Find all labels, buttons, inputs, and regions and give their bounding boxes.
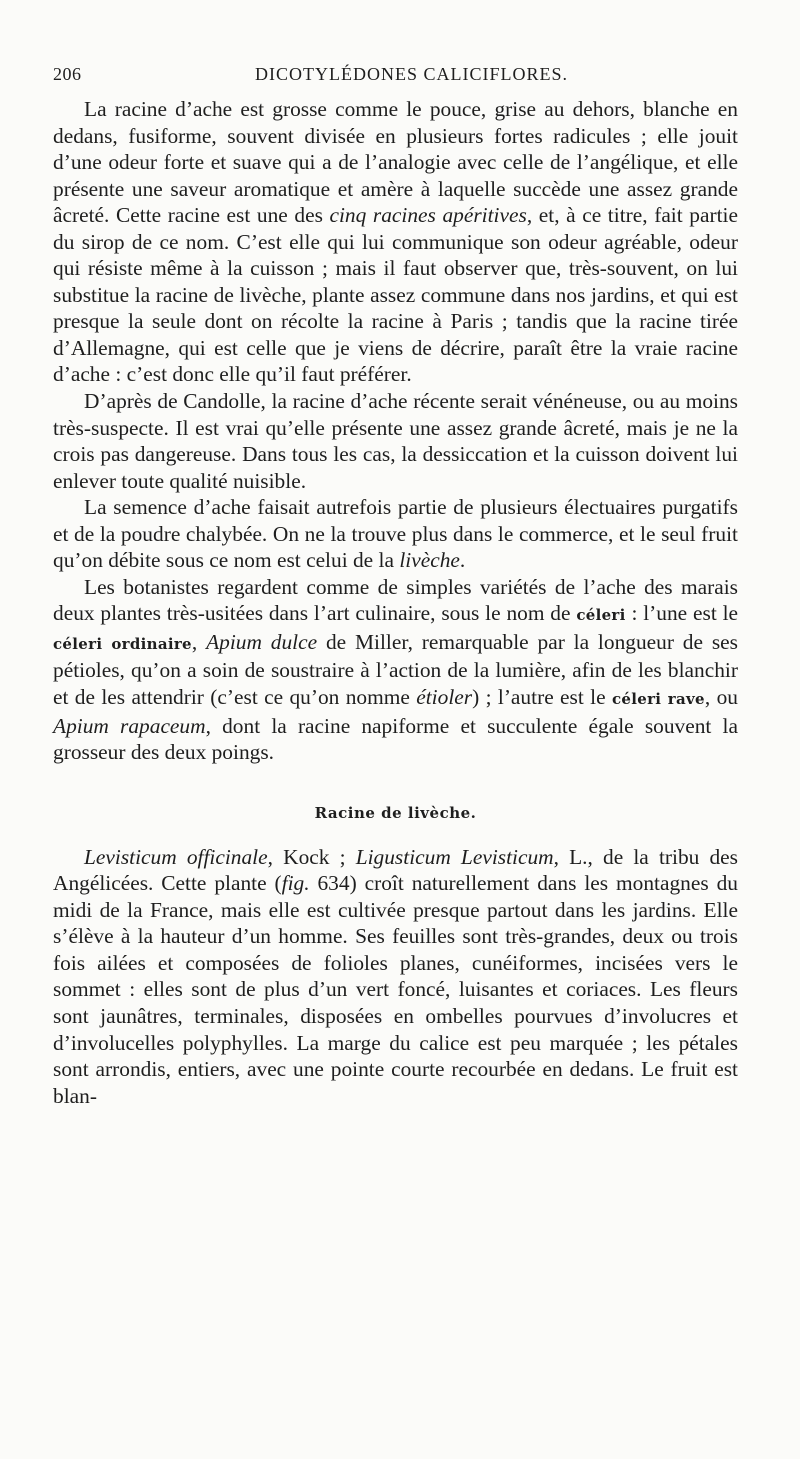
running-title: DICOTYLÉDONES CALICIFLORES. [255, 64, 568, 84]
page-number: 206 [53, 64, 82, 84]
paragraph-celeri: Les botanistes regardent comme de simples variétés de l’ache des marais deux plantes très-usitées dans l’art culinaire, sous le nom de céleri : l’une est le céleri ordinaire, Apium dulce de Miller, remarquable par la longueur de ses pétioles, qu’on a soin de soustraire à l’action de la lumière, afin de les blanchir et de les attendrir (c’est ce qu’on nomme étioler) ; l’autre est le céleri rave, ou Apium rapaceum, dont la racine napiforme et succulente égale souvent la grosseur des deux poings. [53, 574, 739, 765]
paragraph-ache-root: La racine d’ache est grosse comme le pouce, grise au dehors, blanche en dedans, fusiforme, souvent divisée en plusieurs fortes radicules ; elle jouit d’une odeur forte et suave qui a de l’analogie avec celle de l’angélique, et elle présente une saveur aromatique et amère à laquelle succède une assez grande âcreté. Cette racine est une des cinq racines apéritives, et, à ce titre, fait partie du sirop de ce nom. C’est elle qui lui communique son odeur agréable, odeur qui résiste même à la cuisson ; mais il faut observer que, très-souvent, on lui substitue la racine de livèche, plante assez commune dans nos jardins, et qui est presque la seule dont on récolte la racine à Paris ; tandis que la racine tirée d’Allemagne, qui est celle que je viens de décrire, paraît être la vraie racine d’ache : c’est donc elle qu’il faut préférer. [53, 97, 738, 387]
paragraph-livisticum: Levisticum officinale, Kock ; Ligusticum Levisticum, L., de la tribu des Angélicées. Cette plante (fig. 634) croît naturellement dans les montagnes du midi de la France, mais elle est cultivée presque partout dans les jardins. Elle s’élève à la hauteur d’un homme. Ses feuilles sont très-grandes, deux ou trois fois ailées et composées de folioles planes, cunéiformes, incisées vers le sommet : elles sont de plus d’un vert foncé, luisantes et coriaces. Les fleurs sont jaunâtres, terminales, disposées en ombelles pourvues d’involucres et d’involucelles polyphylles. La marge du calice est peu marquée ; les pétales sont arrondis, entiers, avec une pointe courte recourbée en dedans. Le fruit est blan- [53, 844, 739, 1108]
paragraph-ache-seed: La semence d’ache faisait autrefois partie de plusieurs électuaires purgatifs et de la poudre chalybée. On ne la trouve plus dans le commerce, et le seul fruit qu’on débite sous ce nom est celui de la livèche. [53, 495, 738, 573]
paragraph-candolle: D’après de Candolle, la racine d’ache récente serait vénéneuse, ou au moins très-suspecte. Il est vrai qu’elle présente une assez grande âcreté, mais je ne la crois pas dangereuse. Dans tous les cas, la dessiccation et la cuisson doivent lui enlever toute qualité nuisible. [53, 389, 738, 493]
body-text [53, 96, 738, 1109]
running-head [53, 58, 738, 88]
section-heading: Racine de livèche. [314, 803, 477, 822]
